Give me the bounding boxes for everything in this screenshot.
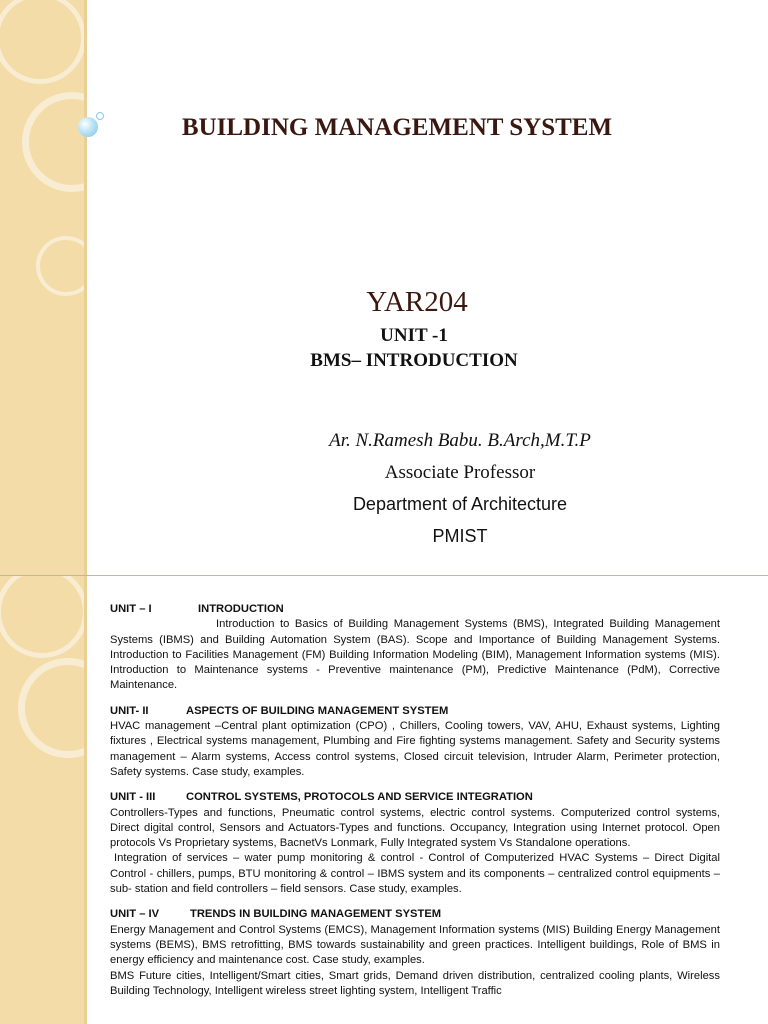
unit-heading-title: INTRODUCTION <box>198 603 284 615</box>
unit-description-extra: BMS Future cities, Intelligent/Smart cities, Smart grids, Demand driven distribution, centralized cooling plants, Wireless Building Technology, Intelligent wireless street lighting system, Intelligent Traffic <box>110 969 720 997</box>
author-role: Associate Professor <box>384 462 536 483</box>
unit-section <box>110 602 720 694</box>
unit-description-extra: Integration of services – water pump monitoring & control - Control of Computerized HVAC Systems – Direct Digital Control - chillers, pumps, BTU monitoring & control – IBMS system and its components – centralized control equipments – sub- station and field controllers – field sensors. Case study, examples. <box>110 852 720 896</box>
syllabus-content <box>110 602 720 1009</box>
unit-number: UNIT- II <box>110 704 149 717</box>
unit-description: Controllers-Types and functions, Pneumatic control systems, electric control systems. Computerized control systems, Direct digital control, Sensors and Actuators-Types and functions. Occupancy, Integration using Internet protocol. Open protocols Vs Proprietary systems, BacnetVs Lonmark, Fully Integrated system Vs Standalone operations. <box>110 806 720 850</box>
unit-heading-title: ASPECTS OF BUILDING MANAGEMENT SYSTEM <box>186 704 449 717</box>
unit-heading-title: TRENDS IN BUILDING MANAGEMENT SYSTEM <box>190 908 442 921</box>
unit-section <box>110 704 720 780</box>
institution-name: PMIST <box>432 526 488 546</box>
sidebar-edge <box>84 576 87 1024</box>
decorative-ring <box>0 0 84 84</box>
unit-section <box>110 907 720 999</box>
unit-number: UNIT - III <box>110 791 156 804</box>
decorative-ring <box>18 658 84 758</box>
unit-label: UNIT -1 <box>380 325 448 346</box>
unit-description: Introduction to Basics of Building Management Systems (BMS), Integrated Building Management Systems (IBMS) and Building Automation System (BAS). Scope and Importance of Building Management Systems. Introduction to Facilities Management (FM) Building Information Modeling (BIM), Management Information systems (MIS). Introduction to Maintenance systems - Preventive maintenance (PM), Predictive Maintenance (PdM), Corrective Maintenance. <box>110 618 720 692</box>
unit-heading <box>110 790 720 805</box>
author-name: Ar. N.Ramesh Babu. B.Arch,M.T.P <box>329 430 591 451</box>
decorative-ring <box>0 576 84 658</box>
unit-heading <box>110 907 720 922</box>
decorative-ring <box>22 92 84 192</box>
unit-number: UNIT – I <box>110 603 152 615</box>
syllabus-slide <box>0 576 768 1024</box>
unit-heading-title: CONTROL SYSTEMS, PROTOCOLS AND SERVICE INTEGRATION <box>186 791 533 804</box>
unit-title: BMS– INTRODUCTION <box>310 350 518 371</box>
course-code: YAR204 <box>366 286 468 318</box>
unit-section <box>110 790 720 897</box>
unit-description: Energy Management and Control Systems (EMCS), Management Information systems (MIS) Building Energy Management systems (BEMS), BMS retrofitting, BMS towards sustainability and green practices. Intelligent buildings, Role of BMS in energy efficiency and maintenance cost. Case study, examples. <box>110 923 720 967</box>
unit-heading <box>110 602 720 617</box>
unit-number: UNIT – IV <box>110 908 160 921</box>
decorative-sidebar <box>0 576 84 1024</box>
unit-description: HVAC management –Central plant optimization (CPO) , Chillers, Cooling towers, VAV, AHU, Exhaust systems, Lighting fixtures , Electrical systems management, Plumbing and Fire fighting systems management. Safety and Security systems management – Alarm systems, Access control systems, Closed circuit television, Intruder Alarm, Perimeter protection, Safety systems. Case study, examples. <box>110 720 720 778</box>
slide-title: BUILDING MANAGEMENT SYSTEM <box>181 114 613 141</box>
department-name: Department of Architecture <box>352 494 568 514</box>
unit-heading <box>110 704 720 719</box>
